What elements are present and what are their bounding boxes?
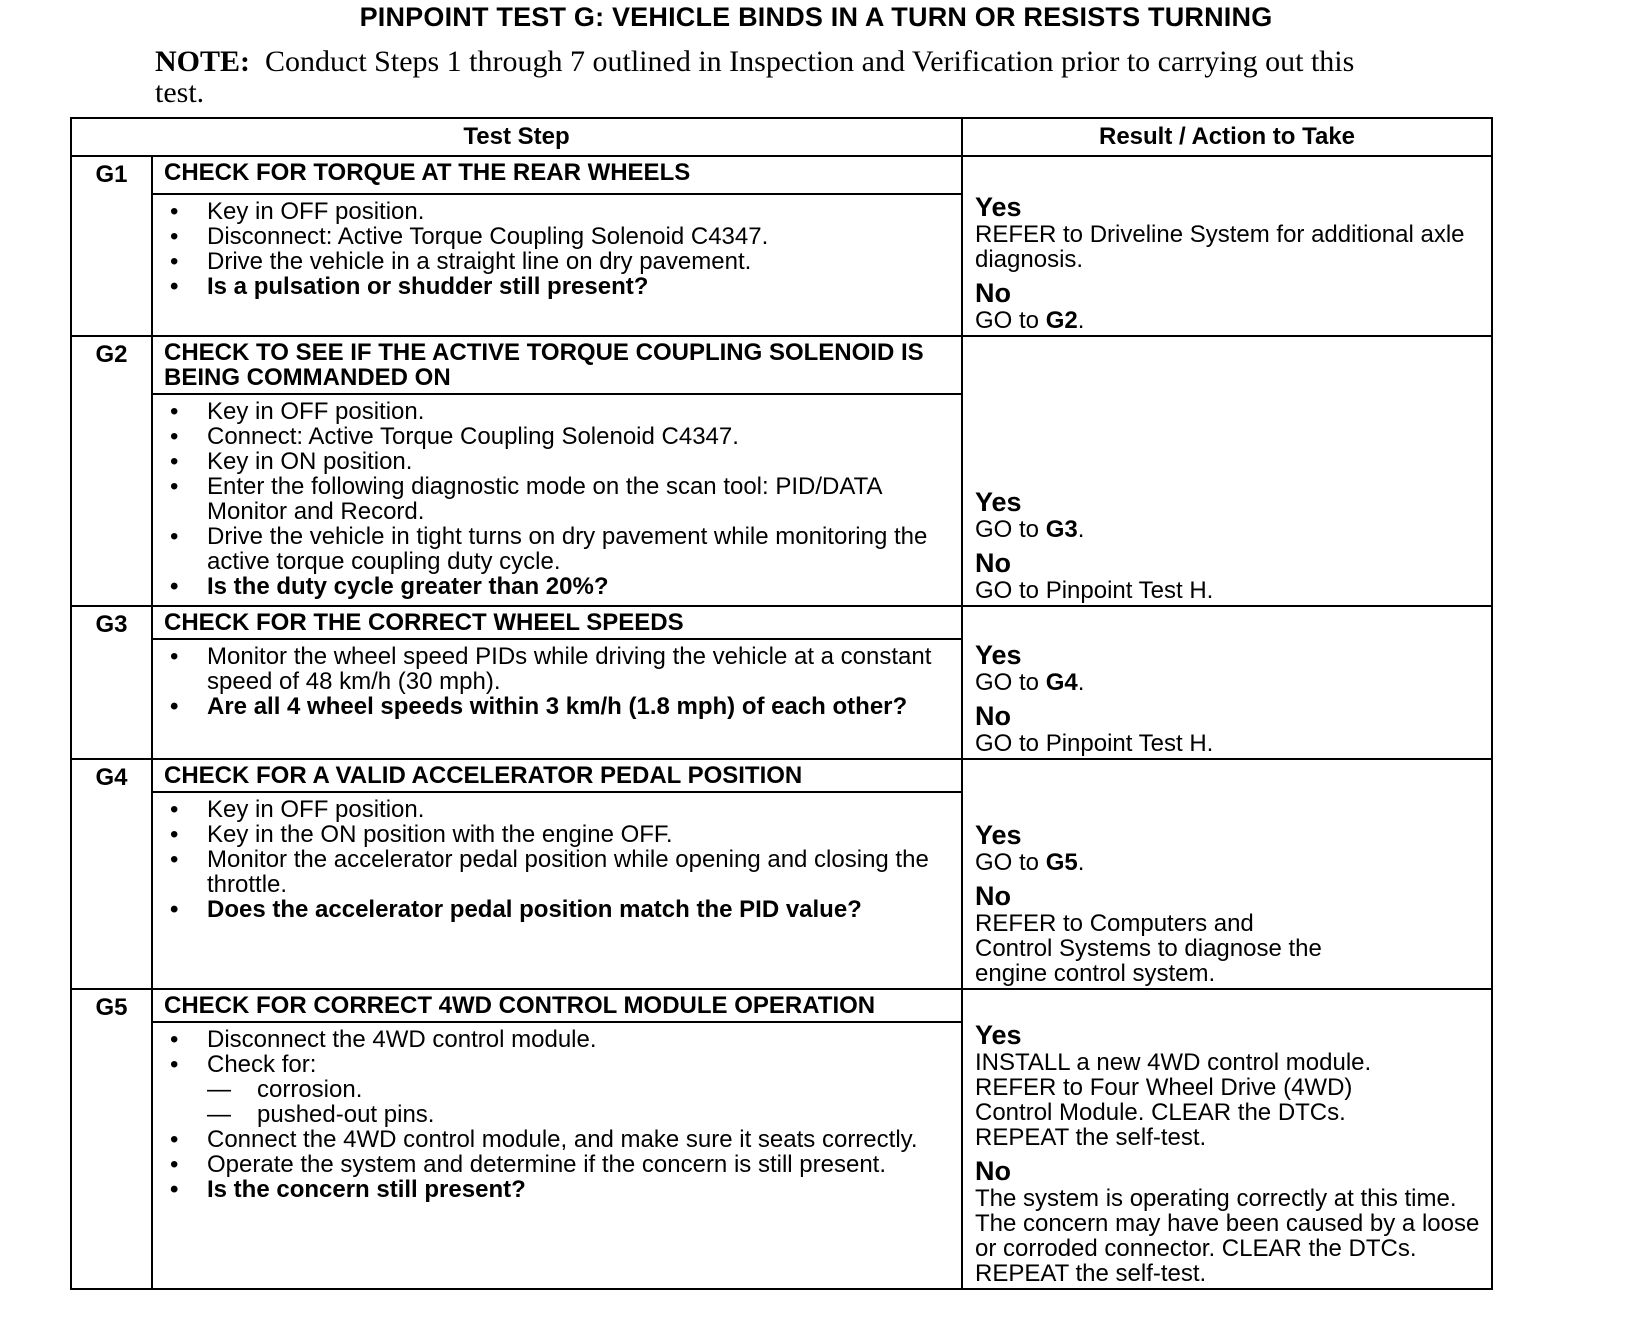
step-body	[152, 792, 962, 989]
note-text: Conduct Steps 1 through 7 outlined in Inspection and Verification prior to carrying out this test.	[155, 45, 1355, 109]
step-bullet-list	[167, 797, 949, 922]
list-item: • Disconnect the 4WD control module.	[167, 1027, 949, 1052]
step-g5-heading-row	[71, 989, 1492, 1022]
step-body	[152, 1022, 962, 1289]
list-item: • Key in OFF position.	[167, 797, 949, 822]
table-header-row	[71, 118, 1492, 156]
list-item: • Drive the vehicle in a straight line on dry pavement.	[167, 249, 949, 274]
no-action: REFER to Computers and Control Systems to diagnose the engine control system.	[975, 910, 1322, 987]
list-item: • Enter the following diagnostic mode on the scan tool: PID/DATA Monitor and Record.	[167, 474, 949, 524]
list-item: • Disconnect: Active Torque Coupling Solenoid C4347.	[167, 224, 949, 249]
no-label: No	[975, 881, 1011, 911]
sub-list-item: — corrosion.	[167, 1077, 949, 1102]
list-item: • Operate the system and determine if the concern is still present.	[167, 1152, 949, 1177]
yes-action: INSTALL a new 4WD control module. REFER to Four Wheel Drive (4WD) Control Module. CLEAR the DTCs. REPEAT the self-test.	[975, 1049, 1372, 1151]
yes-label: Yes	[975, 820, 1022, 850]
yes-action: REFER to Driveline System for additional axle diagnosis.	[975, 221, 1465, 273]
step-bullet-list	[167, 399, 949, 599]
step-g4-heading-row	[71, 759, 1492, 792]
step-question: • Is a pulsation or shudder still present?	[167, 274, 949, 299]
list-item: • Connect the 4WD control module, and make sure it seats correctly.	[167, 1127, 949, 1152]
step-id: G2	[71, 336, 152, 606]
list-item: • Check for:	[167, 1052, 949, 1077]
no-action: The system is operating correctly at this time. The concern may have been caused by a loose or corroded connector. CLEAR the DTCs. REPEAT the self-test.	[975, 1185, 1480, 1287]
step-body	[152, 194, 962, 336]
yes-action: GO to G5.	[975, 849, 1085, 876]
no-label: No	[975, 701, 1011, 731]
yes-label: Yes	[975, 1020, 1022, 1050]
step-g2-heading-row	[71, 336, 1492, 394]
step-question: • Is the duty cycle greater than 20%?	[167, 574, 949, 599]
yes-action: GO to G4.	[975, 669, 1085, 696]
yes-action: GO to G3.	[975, 516, 1085, 543]
no-label: No	[975, 1156, 1011, 1186]
step-heading: CHECK FOR TORQUE AT THE REAR WHEELS	[152, 156, 962, 194]
step-question: • Does the accelerator pedal position match the PID value?	[167, 897, 949, 922]
no-action: GO to Pinpoint Test H.	[975, 730, 1214, 757]
no-action: GO to Pinpoint Test H.	[975, 577, 1214, 604]
list-item: • Drive the vehicle in tight turns on dry pavement while monitoring the active torque coupling duty cycle.	[167, 524, 949, 574]
note-paragraph	[155, 46, 1355, 108]
step-question: • Is the concern still present?	[167, 1177, 949, 1202]
sub-list-item: — pushed-out pins.	[167, 1102, 949, 1127]
step-g1-heading-row	[71, 156, 1492, 194]
step-body	[152, 639, 962, 759]
step-g1-result	[962, 156, 1492, 336]
step-heading: CHECK FOR THE CORRECT WHEEL SPEEDS	[152, 606, 962, 639]
note-label: NOTE:	[155, 45, 251, 78]
step-g3-heading-row	[71, 606, 1492, 639]
step-bullet-list	[167, 1027, 949, 1202]
no-action: GO to G2.	[975, 307, 1085, 334]
step-id: G3	[71, 606, 152, 759]
list-item: • Monitor the wheel speed PIDs while driving the vehicle at a constant speed of 48 km/h (30 mph).	[167, 644, 949, 694]
step-g2-result	[962, 336, 1492, 606]
step-bullet-list	[167, 644, 949, 719]
step-body	[152, 394, 962, 606]
step-heading: CHECK FOR CORRECT 4WD CONTROL MODULE OPERATION	[152, 989, 962, 1022]
no-label: No	[975, 278, 1011, 308]
page-title: PINPOINT TEST G: VEHICLE BINDS IN A TURN OR RESISTS TURNING	[359, 2, 1273, 32]
step-g3-result	[962, 606, 1492, 759]
pinpoint-test-table	[70, 117, 1493, 1290]
list-item: • Key in OFF position.	[167, 399, 949, 424]
yes-label: Yes	[975, 487, 1022, 517]
step-heading: CHECK TO SEE IF THE ACTIVE TORQUE COUPLING SOLENOID IS BEING COMMANDED ON	[152, 336, 962, 394]
step-g4-result	[962, 759, 1492, 989]
no-label: No	[975, 548, 1011, 578]
step-heading: CHECK FOR A VALID ACCELERATOR PEDAL POSITION	[152, 759, 962, 792]
list-item: • Monitor the accelerator pedal position while opening and closing the throttle.	[167, 847, 949, 897]
header-test-step: Test Step	[71, 118, 962, 156]
list-item: • Key in ON position.	[167, 449, 949, 474]
yes-label: Yes	[975, 640, 1022, 670]
step-id: G1	[71, 156, 152, 336]
list-item: • Key in OFF position.	[167, 199, 949, 224]
step-id: G4	[71, 759, 152, 989]
yes-label: Yes	[975, 192, 1022, 222]
list-item: • Connect: Active Torque Coupling Solenoid C4347.	[167, 424, 949, 449]
header-result: Result / Action to Take	[962, 118, 1492, 156]
step-id: G5	[71, 989, 152, 1289]
step-bullet-list	[167, 199, 949, 299]
list-item: • Key in the ON position with the engine OFF.	[167, 822, 949, 847]
step-g5-result	[962, 989, 1492, 1289]
step-question: • Are all 4 wheel speeds within 3 km/h (1.8 mph) of each other?	[167, 694, 949, 719]
